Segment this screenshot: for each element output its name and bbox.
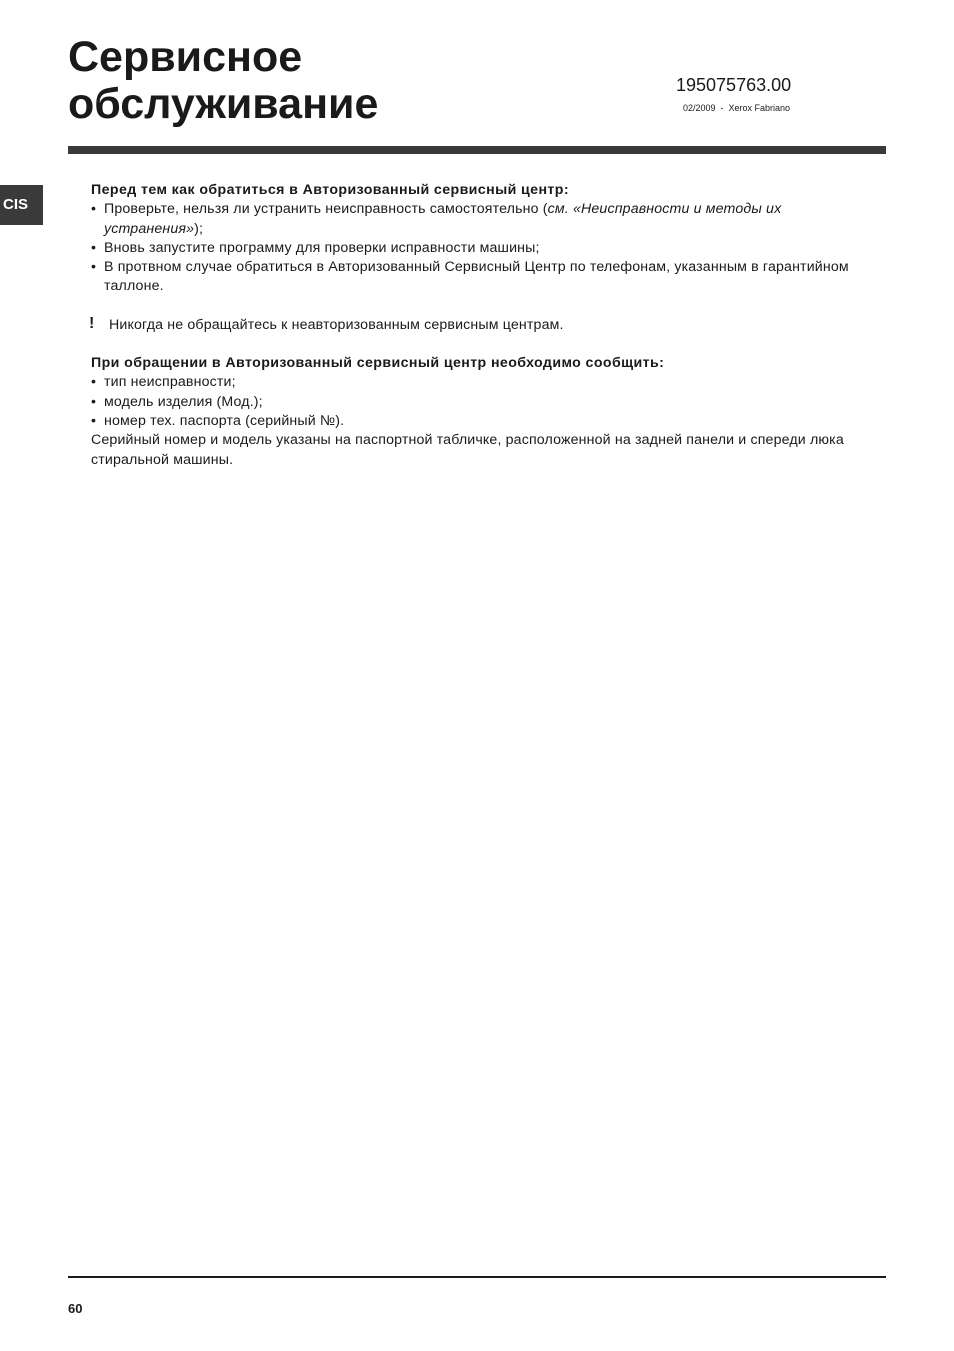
list-item-text: Проверьте, нельзя ли устранить неисправность самостоятельно ( [104, 201, 548, 218]
language-tab: CIS [0, 185, 43, 225]
page-title-line2: обслуживание [68, 80, 379, 128]
main-content [91, 181, 851, 470]
page-title [68, 34, 378, 128]
list-item: • Вновь запустите программу для проверки исправности машины; [91, 239, 851, 258]
list-item: • В протвном случае обратиться в Авторизованный Сервисный Центр по телефонам, указанным в гарантийном таллоне. [91, 258, 851, 297]
warning-text: Никогда не обращайтесь к неавторизованным сервисным центрам. [109, 316, 564, 333]
list-item [91, 200, 851, 239]
section2-heading: При обращении в Авторизованный сервисный центр необходимо сообщить: [91, 355, 665, 372]
list-item-reference: см. «Неисправности и методы их устранения» [104, 201, 782, 237]
section1-heading: Перед тем как обратиться в Авторизованный сервисный центр: [91, 182, 569, 198]
header-divider [68, 146, 886, 154]
document-meta: 02/2009 - Xerox Fabriano [683, 103, 791, 113]
list-item-text-end: ); [194, 220, 204, 237]
page-number: 60 [68, 1301, 83, 1316]
document-code: 195075763.00 [676, 75, 792, 95]
footer-divider [68, 1276, 886, 1278]
exclamation-icon: ! [89, 314, 95, 332]
serial-number-note: Серийный номер и модель указаны на паспортной табличке, расположенной на задней панели и спереди люка стиральной машины. [91, 432, 844, 468]
list-item: • номер тех. паспорта (серийный №). [91, 412, 851, 431]
list-item: • тип неисправности; [91, 373, 851, 392]
section2-list [91, 373, 851, 431]
section1-list [91, 200, 851, 296]
list-item: • модель изделия (Мод.); [91, 393, 851, 412]
warning-note [91, 316, 851, 335]
page-title-line1: Сервисное [68, 33, 303, 81]
